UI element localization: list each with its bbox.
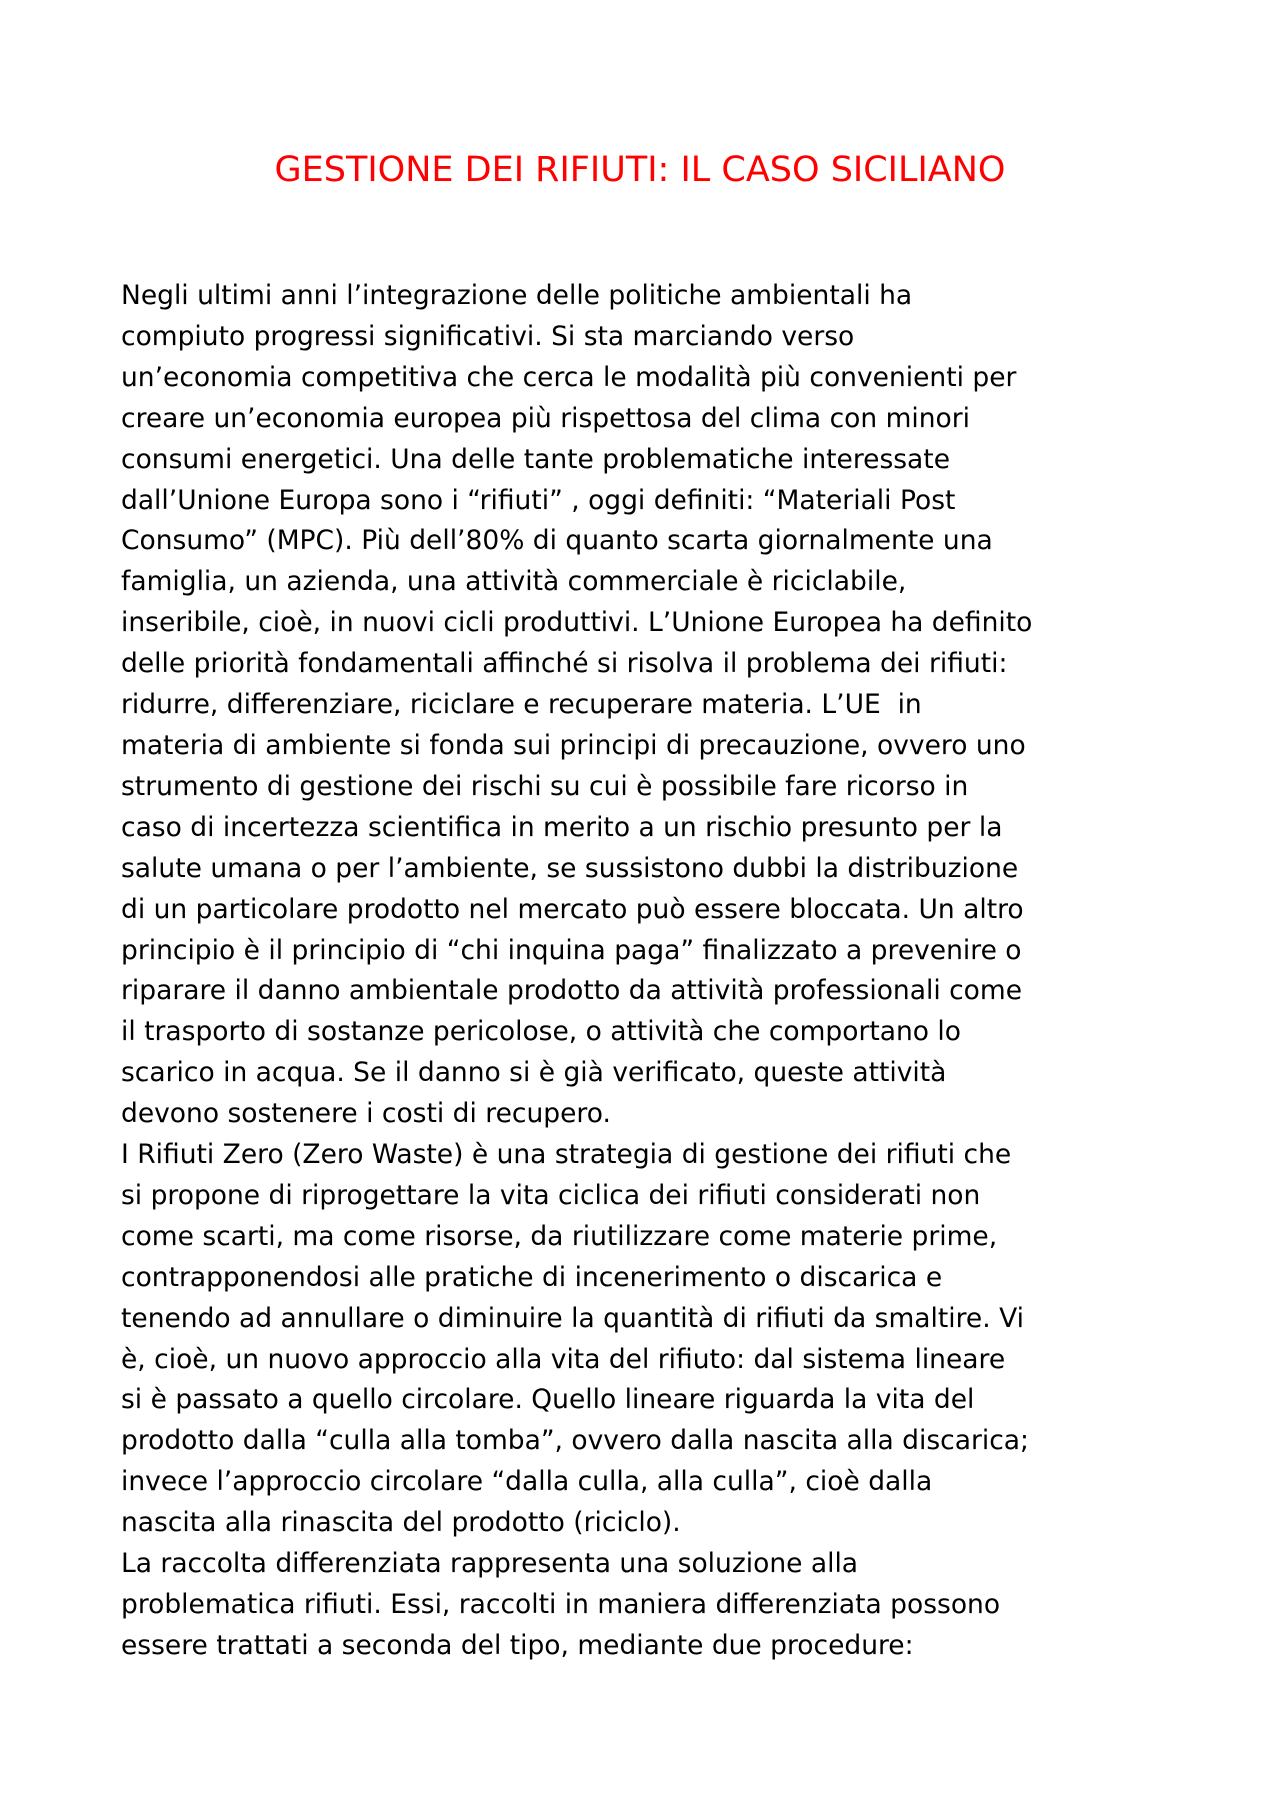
body-line: ridurre, differenziare, riciclare e recuperare materia. L’UE in bbox=[121, 689, 922, 721]
body-line: famiglia, un azienda, una attività commerciale è riciclabile, bbox=[121, 566, 907, 598]
body-line: si è passato a quello circolare. Quello lineare riguarda la vita del bbox=[121, 1384, 975, 1416]
body-line: nascita alla rinascita del prodotto (riciclo). bbox=[121, 1507, 681, 1539]
body-line: il trasporto di sostanze pericolose, o attività che comportano lo bbox=[121, 1016, 962, 1048]
body-line: creare un’economia europea più rispettosa del clima con minori bbox=[121, 402, 971, 434]
body-line: compiuto progressi significativi. Si sta marciando verso bbox=[121, 320, 855, 352]
body-line: riparare il danno ambientale prodotto da attività professionali come bbox=[121, 975, 1022, 1007]
body-line: si propone di riprogettare la vita ciclica dei rifiuti considerati non bbox=[121, 1179, 981, 1211]
body-line: di un particolare prodotto nel mercato può essere bloccata. Un altro bbox=[121, 893, 1024, 925]
body-line: dall’Unione Europa sono i “rifiuti” , oggi definiti: “Materiali Post bbox=[121, 484, 956, 516]
document-title: GESTIONE DEI RIFIUTI: IL CASO SICILIANO bbox=[274, 150, 1006, 190]
body-line: caso di incertezza scientifica in merito a un rischio presunto per la bbox=[121, 811, 1003, 843]
body-line: delle priorità fondamentali affinché si risolva il problema dei rifiuti: bbox=[121, 648, 1008, 680]
body-line: materia di ambiente si fonda sui principi di precauzione, ovvero uno bbox=[121, 729, 1026, 761]
body-line: Negli ultimi anni l’integrazione delle politiche ambientali ha bbox=[121, 280, 913, 311]
body-line: inseribile, cioè, in nuovi cicli produttivi. L’Unione Europea ha definito bbox=[121, 607, 1033, 639]
body-line: principio è il principio di “chi inquina paga” finalizzato a prevenire o bbox=[121, 934, 1022, 966]
body-line: Consumo” (MPC). Più dell’80% di quanto scarta giornalmente una bbox=[121, 525, 993, 557]
body-line: tenendo ad annullare o diminuire la quantità di rifiuti da smaltire. Vi bbox=[121, 1302, 1024, 1334]
body-line: come scarti, ma come risorse, da riutilizzare come materie prime, bbox=[121, 1220, 998, 1252]
body-line: La raccolta differenziata rappresenta una soluzione alla bbox=[121, 1548, 859, 1580]
body-line: consumi energetici. Una delle tante problematiche interessate bbox=[121, 443, 950, 475]
body-line: strumento di gestione dei rischi su cui è possibile fare ricorso in bbox=[121, 770, 969, 802]
document-body bbox=[121, 276, 1181, 1667]
body-line: è, cioè, un nuovo approccio alla vita del rifiuto: dal sistema lineare bbox=[121, 1343, 1006, 1375]
body-line: invece l’approccio circolare “dalla culla, alla culla”, cioè dalla bbox=[121, 1466, 933, 1498]
body-line: I Rifiuti Zero (Zero Waste) è una strategia di gestione dei rifiuti che bbox=[121, 1139, 1012, 1171]
body-line: prodotto dalla “culla alla tomba”, ovvero dalla nascita alla discarica; bbox=[121, 1425, 1029, 1457]
body-line: salute umana o per l’ambiente, se sussistono dubbi la distribuzione bbox=[121, 852, 1019, 884]
body-line: devono sostenere i costi di recupero. bbox=[121, 1098, 611, 1130]
body-line: scarico in acqua. Se il danno si è già verificato, queste attività bbox=[121, 1057, 947, 1089]
body-line: contrapponendosi alle pratiche di incenerimento o discarica e bbox=[121, 1261, 943, 1293]
body-line: essere trattati a seconda del tipo, mediante due procedure: bbox=[121, 1629, 914, 1661]
body-line: problematica rifiuti. Essi, raccolti in maniera differenziata possono bbox=[121, 1589, 1001, 1620]
body-line: un’economia competitiva che cerca le modalità più convenienti per bbox=[121, 361, 1017, 393]
